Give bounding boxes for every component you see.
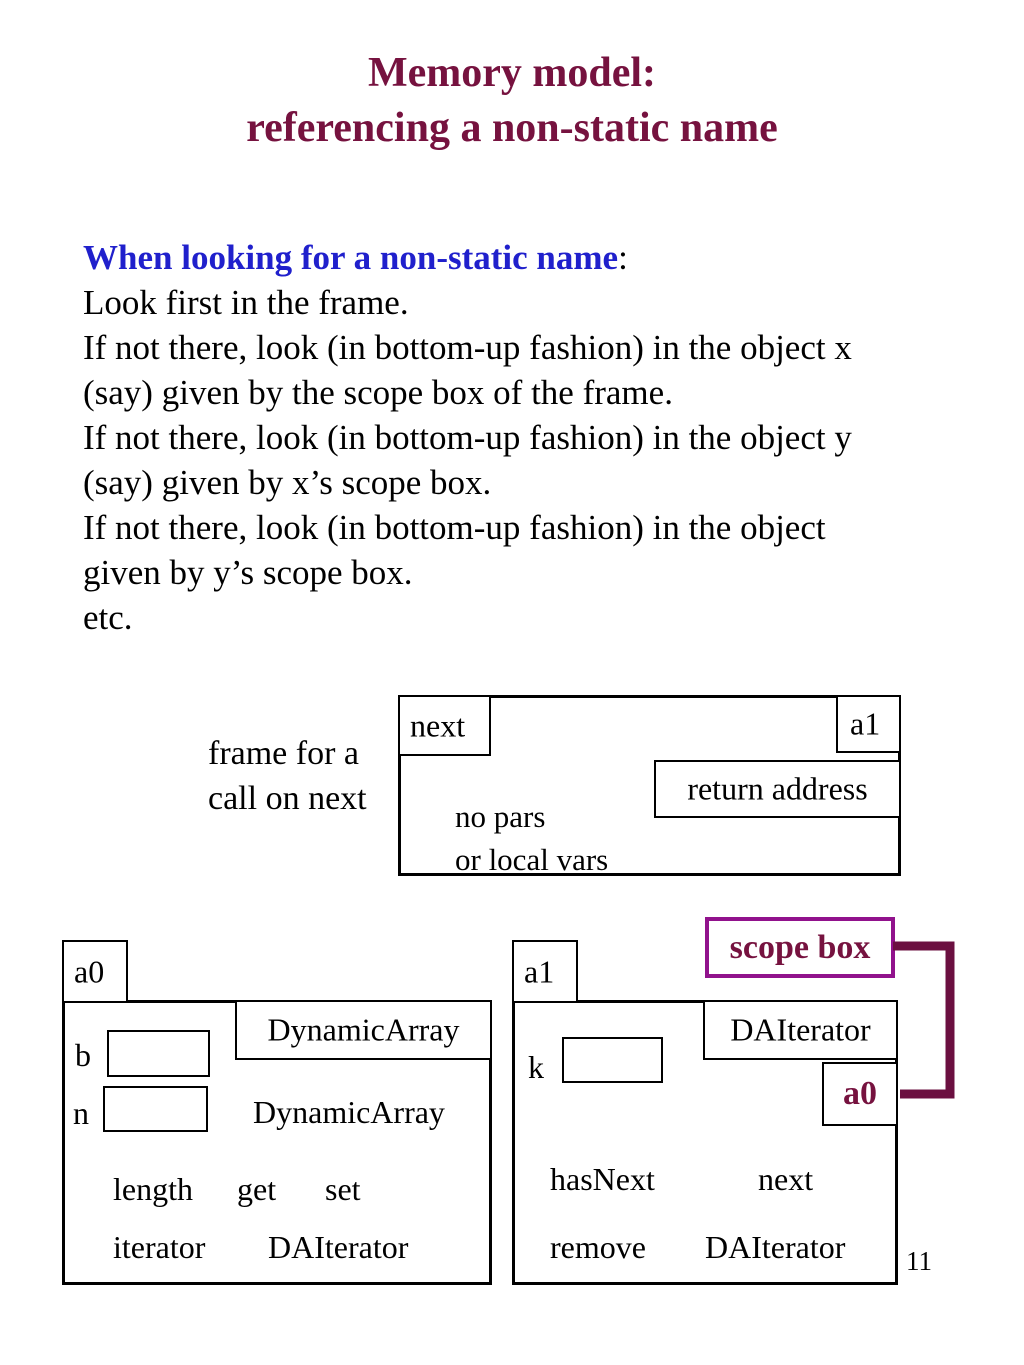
method-hasnext: hasNext xyxy=(550,1161,655,1197)
object-a0-field-note: DynamicArray xyxy=(253,1094,445,1130)
field-k-label: k xyxy=(528,1049,544,1085)
scope-field-box xyxy=(822,1062,898,1126)
page-number: 11 xyxy=(906,1246,932,1276)
object-a0-class-box xyxy=(235,1000,492,1060)
body-line: etc. xyxy=(83,598,133,637)
method-daiterator-a1: DAIterator xyxy=(705,1229,846,1265)
field-n-label: n xyxy=(73,1095,89,1131)
scope-box-label-box xyxy=(705,917,895,978)
body-line: given by y’s scope box. xyxy=(83,553,413,592)
method-next: next xyxy=(758,1161,814,1197)
body-line: If not there, look (in bottom-up fashion) in the object xyxy=(83,508,826,547)
field-b-label: b xyxy=(75,1037,91,1073)
frame-caption-line2: call on next xyxy=(208,780,367,817)
method-get: get xyxy=(237,1171,277,1207)
method-daiterator-a0: DAIterator xyxy=(268,1229,409,1265)
field-b-value-box xyxy=(107,1030,210,1077)
object-a0-tag-box xyxy=(62,940,128,1003)
body-heading: When looking for a non-static name xyxy=(83,238,619,277)
object-a1-class-box xyxy=(703,1000,898,1060)
field-k-value-box xyxy=(562,1037,663,1083)
body-line: (say) given by x’s scope box. xyxy=(83,463,492,502)
object-a1-tag-box xyxy=(512,940,578,1003)
frame-scope-ref: a1 xyxy=(850,705,881,742)
body-line: (say) given by the scope box of the frame. xyxy=(83,373,673,412)
frame-method-name: next xyxy=(410,707,466,743)
field-n-value-box xyxy=(103,1086,208,1132)
frame-caption xyxy=(208,731,367,821)
body-line: If not there, look (in bottom-up fashion) in the object x xyxy=(83,328,852,367)
object-a1-class-name: DAIterator xyxy=(730,1011,871,1048)
method-iterator: iterator xyxy=(113,1229,206,1265)
slide-title-line1: Memory model: xyxy=(367,50,657,96)
frame-note xyxy=(455,795,608,881)
slide-title xyxy=(0,46,1024,156)
object-a0-class-name: DynamicArray xyxy=(267,1011,460,1048)
return-address-box xyxy=(654,760,901,818)
scope-field-ref: a0 xyxy=(843,1075,877,1112)
body-heading-colon: : xyxy=(618,238,628,277)
frame-method-name-box xyxy=(398,695,491,756)
scope-box-label: scope box xyxy=(729,928,871,966)
object-a0-tag: a0 xyxy=(74,953,105,989)
frame-note-line1: no pars xyxy=(455,799,546,834)
body-line: If not there, look (in bottom-up fashion) in the object y xyxy=(83,418,852,457)
object-a1-tag: a1 xyxy=(524,953,555,989)
frame-caption-line1: frame for a xyxy=(208,735,360,772)
body-line: Look first in the frame. xyxy=(83,283,409,322)
body-heading-line xyxy=(83,235,852,280)
return-address-label: return address xyxy=(687,770,868,807)
frame-note-line2: or local vars xyxy=(455,842,609,877)
body-text xyxy=(83,235,852,640)
frame-scope-ref-box xyxy=(836,695,901,753)
method-set: set xyxy=(325,1171,361,1207)
method-remove: remove xyxy=(550,1229,646,1265)
slide-title-line2: referencing a non-static name xyxy=(246,105,778,151)
method-length: length xyxy=(113,1171,193,1207)
